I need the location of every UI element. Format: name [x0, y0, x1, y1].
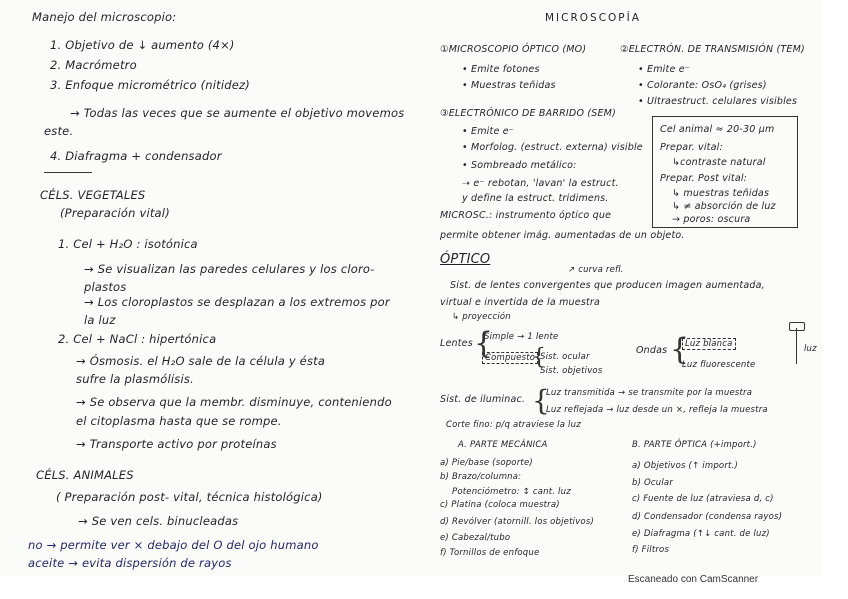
list-item: d) Condensador (condensa rayos)	[632, 512, 783, 522]
box-text: Prepar. vital:	[660, 142, 723, 153]
label-lentes: Lentes	[440, 338, 473, 349]
list-item: f) Filtros	[632, 545, 670, 555]
mo-title: ①MICROSCOPIO ÓPTICO (MO)	[440, 44, 587, 55]
section-title-animales: CÉLS. ANIMALES	[36, 468, 134, 482]
list-item: ➝ e⁻ rebotan, 'lavan' la estruct.	[462, 178, 619, 189]
definition-text: Sist. de lentes convergentes que producen imagen aumentada,	[450, 280, 765, 291]
list-item: • Emite e⁻	[462, 126, 514, 137]
list-item: → Ósmosis. el H₂O sale de la célula y ésta	[76, 354, 326, 368]
list-item: Luz transmitida → se transmite por la muestra	[546, 388, 753, 398]
section-subtitle: (Preparación vital)	[60, 206, 170, 220]
list-item: 2. Macrómetro	[50, 58, 137, 72]
list-item: b) Brazo/columna:	[440, 472, 522, 482]
list-item: → Se observa que la membr. disminuye, conteniendo	[76, 395, 392, 409]
definition-text: MICROSC.: instrumento óptico que	[440, 210, 612, 221]
list-item: e) Cabezal/tubo	[440, 533, 511, 543]
list-item: e) Diafragma (↑↓ cant. de luz)	[632, 529, 770, 539]
list-item: Luz fluorescente	[682, 360, 756, 370]
list-item: • Morfolog. (estruct. externa) visible	[462, 142, 643, 153]
list-item: → Todas las veces que se aumente el objetivo movemos	[70, 106, 405, 120]
list-item: Luz blanca	[682, 338, 736, 350]
blue-note: aceite → evita dispersión de rayos	[28, 556, 232, 570]
list-item: d) Revólver (atornill. los objetivos)	[440, 517, 594, 527]
annotation: luz	[804, 344, 817, 354]
list-item: • Ultraestruct. celulares visibles	[638, 96, 798, 107]
label-iluminacion: Sist. de iluminac.	[440, 394, 526, 405]
lamp-icon	[789, 322, 805, 331]
label-ondas: Ondas	[636, 345, 668, 356]
list-item: → Los cloroplastos se desplazan a los extremos por	[84, 295, 390, 309]
annotation: ↗ curva refl.	[568, 265, 624, 275]
list-item: 4. Diafragma + condensador	[50, 149, 222, 163]
list-item: → Transporte activo por proteínas	[76, 437, 277, 451]
list-item: Luz reflejada → luz desde un ×, refleja la muestra	[546, 405, 768, 415]
definition-text: permite obtener imág. aumentadas de un objeto.	[440, 230, 685, 241]
list-item: plastos	[84, 280, 127, 294]
list-item: c) Fuente de luz (atraviesa d, c)	[632, 494, 774, 504]
list-item: b) Ocular	[632, 478, 674, 488]
list-item: Compuesto	[482, 352, 538, 364]
list-item: Sist. objetivos	[540, 366, 603, 376]
list-item: f) Tornillos de enfoque	[440, 548, 540, 558]
list-item: sufre la plasmólisis.	[76, 372, 194, 386]
list-item: 3. Enfoque micrométrico (nitidez)	[50, 78, 250, 92]
list-item: este.	[44, 124, 74, 138]
list-item: el citoplasma hasta que se rompe.	[76, 414, 282, 428]
list-item: • Emite fotones	[462, 64, 540, 75]
brace: {	[532, 384, 550, 417]
lamp-icon	[796, 328, 797, 364]
tem-title: ②ELECTRÓN. DE TRANSMISIÓN (TEM)	[620, 44, 805, 55]
list-item: Sist. ocular	[540, 352, 590, 362]
list-item: Potenciómetro: ↕ cant. luz	[452, 487, 571, 497]
box-text: → poros: oscura	[672, 214, 751, 225]
sem-title: ③ELECTRÓNICO DE BARRIDO (SEM)	[440, 108, 616, 119]
list-item: 1. Objetivo de ↓ aumento (4×)	[50, 38, 235, 52]
list-item: • Muestras teñidas	[462, 80, 556, 91]
list-item: Corte fino: p/q atraviese la luz	[446, 420, 581, 430]
list-item: y define la estruct. tridimens.	[462, 193, 609, 204]
definition-text: virtual e invertida de la muestra	[440, 297, 601, 308]
brace: {	[670, 332, 690, 367]
brace: {	[532, 345, 546, 370]
list-item: → Se ven cels. binucleadas	[78, 514, 239, 528]
divider	[44, 172, 92, 173]
box-text: Prepar. Post vital:	[660, 173, 748, 184]
box-text: ↳contraste natural	[672, 157, 766, 168]
list-item: a) Objetivos (↑ import.)	[632, 461, 738, 471]
list-item: • Sombreado metálico:	[462, 160, 577, 171]
list-item: • Colorante: OsO₄ (grises)	[638, 80, 767, 91]
list-item: c) Platina (coloca muestra)	[440, 500, 560, 510]
scanner-watermark: Escaneado con CamScanner	[628, 574, 759, 585]
opt-title: B. PARTE ÓPTICA (+import.)	[632, 440, 757, 450]
box-text: ↳ muestras teñidas	[672, 188, 770, 199]
section-title-optico: ÓPTICO	[440, 252, 491, 267]
list-item: 2. Cel + NaCl : hipertónica	[58, 332, 217, 346]
mec-title: A. PARTE MECÁNICA	[458, 440, 548, 450]
list-item: Simple → 1 lente	[484, 332, 559, 342]
brace: {	[474, 326, 494, 361]
blue-note: no → permite ver × debajo del O del ojo humano	[28, 538, 319, 552]
section-subtitle: ( Preparación post- vital, técnica histológica)	[56, 490, 323, 504]
list-item: 1. Cel + H₂O : isotónica	[58, 237, 198, 251]
annotation: ↳ proyección	[452, 312, 511, 322]
box-text: ↳ ≠ absorción de luz	[672, 201, 776, 212]
page-title: MICROSCOPÍA	[545, 12, 641, 24]
box-text: Cel animal ≈ 20-30 μm	[660, 124, 775, 135]
list-item: • Emite e⁻	[638, 64, 690, 75]
list-item: a) Pie/base (soporte)	[440, 458, 533, 468]
list-item: → Se visualizan las paredes celulares y los cloro-	[84, 262, 375, 276]
list-item: la luz	[84, 313, 116, 327]
section-title-vegetales: CÉLS. VEGETALES	[40, 188, 146, 202]
heading-manejo: Manejo del microscopio:	[32, 10, 177, 24]
